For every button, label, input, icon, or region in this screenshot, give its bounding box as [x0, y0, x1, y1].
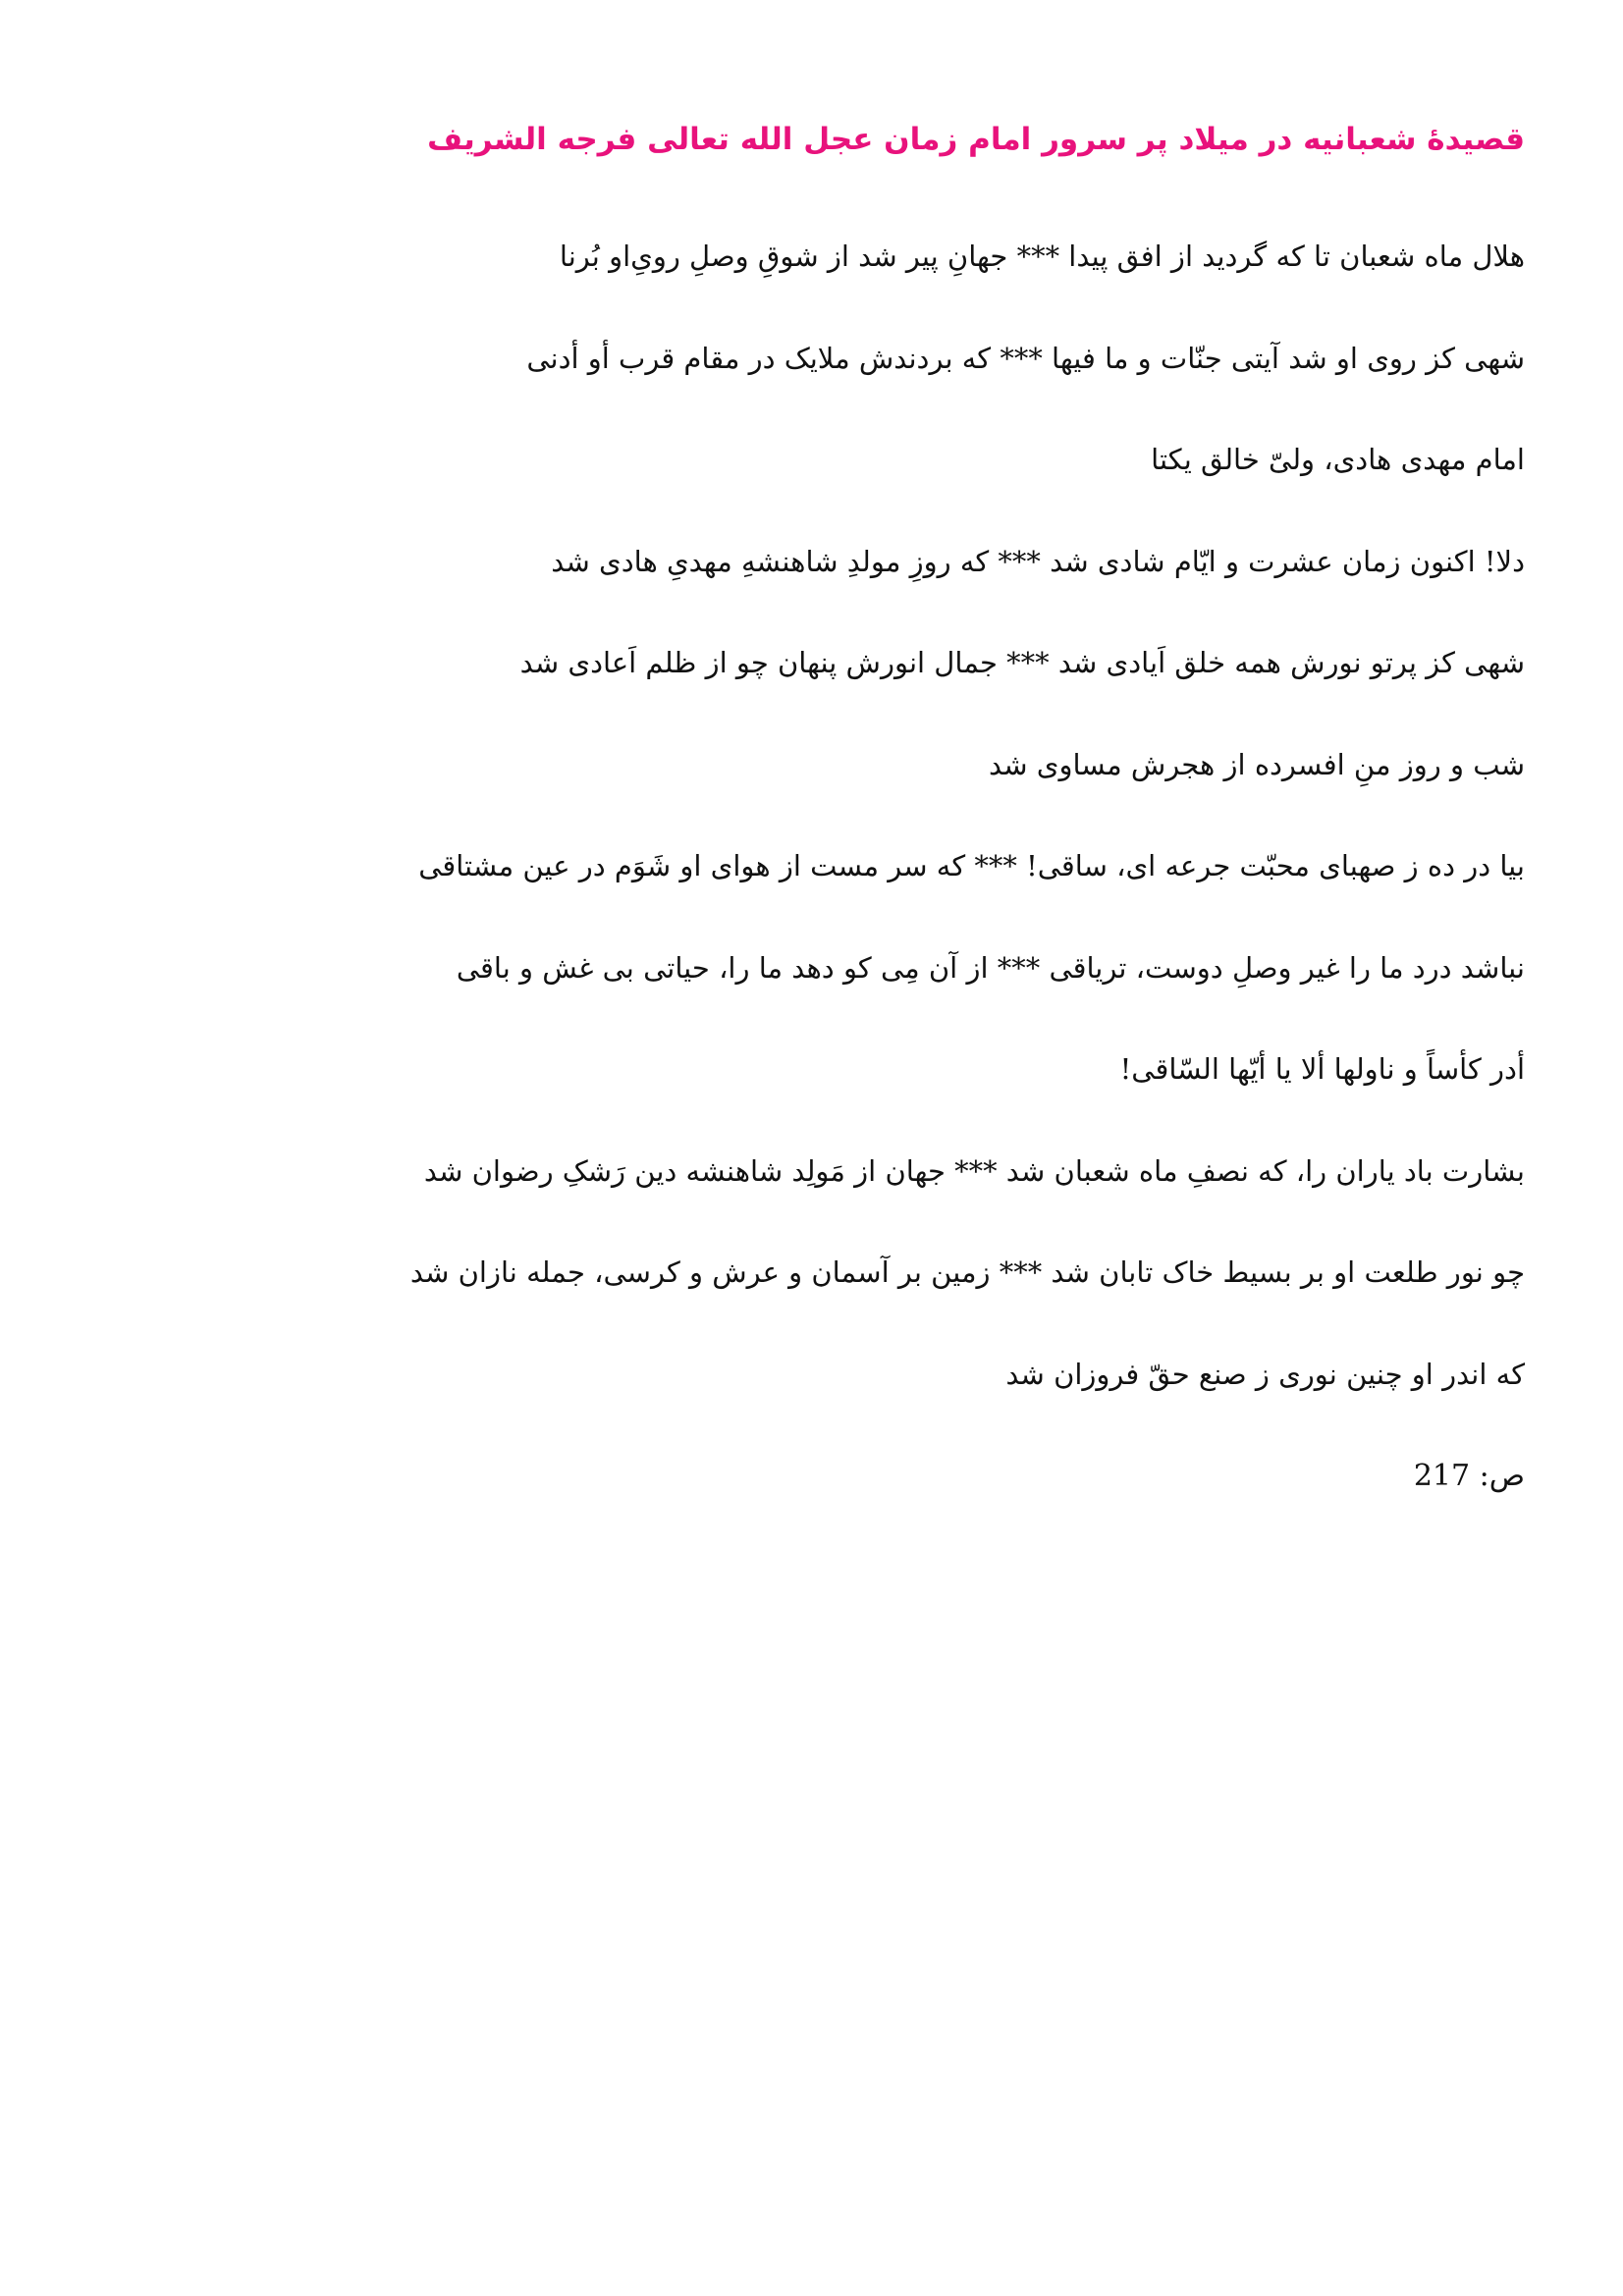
- page-number: ص: 217: [1413, 1459, 1525, 1493]
- verse-line: امام مهدی هادی، ولیّ خالق یکتا: [1151, 443, 1525, 476]
- verse-line: شهی کز پرتو نورش همه خلق اَیادی شد *** جمال انورش پنهان چو از ظلم اَعادی شد: [519, 646, 1525, 679]
- verse-line: نباشد درد ما را غیر وصلِ دوست، تریاقی *** از آن مِی کو دهد ما را، حیاتی بی غش و باقی: [456, 950, 1525, 985]
- verse-line: شب و روز منِ افسرده از هجرش مساوی شد: [989, 747, 1525, 781]
- verse-line: بشارت باد یاران را، که نصفِ ماه شعبان شد *** جهان از مَولِد شاهنشه دین رَشکِ رضوان شد: [423, 1153, 1525, 1188]
- verse-line: هلال ماه شعبان تا که گردید از افق پیدا *** جهانِ پیر شد از شوقِ وصلِ رویِ‌او بُرنا: [559, 240, 1525, 273]
- poem-body: [98, 110, 1525, 1527]
- poem-title: قصیدۀ شعبانیه در میلاد پر سرور امام زمان عجل الله تعالی فرجه الشریف: [427, 122, 1525, 157]
- verse-line: أدر کأساً و ناولها ألا یا أیّها السّاقی!: [1119, 1052, 1525, 1086]
- verse-line: چو نور طلعت او بر بسیط خاک تابان شد *** زمین بر آسمان و عرش و کرسی، جمله نازان شد: [409, 1255, 1525, 1289]
- verse-line: که اندر او چنین نوری ز صنع حقّ فروزان شد: [1005, 1357, 1525, 1391]
- verse-line: شهی کز روی او شد آیتی جنّات و ما فیها *** که بردندش ملایک در مقام قرب أو أدنی: [526, 341, 1525, 375]
- verse-line: دلا! اکنون زمان عشرت و ایّام شادی شد *** که روزِ مولدِ شاهنشهِ مهدیِ هادی شد: [551, 544, 1525, 578]
- verse-line: بیا در ده ز صهبای محبّت جرعه ای، ساقی! *** که سر مست از هوای او شَوَم در عین مشتاقی: [418, 849, 1525, 882]
